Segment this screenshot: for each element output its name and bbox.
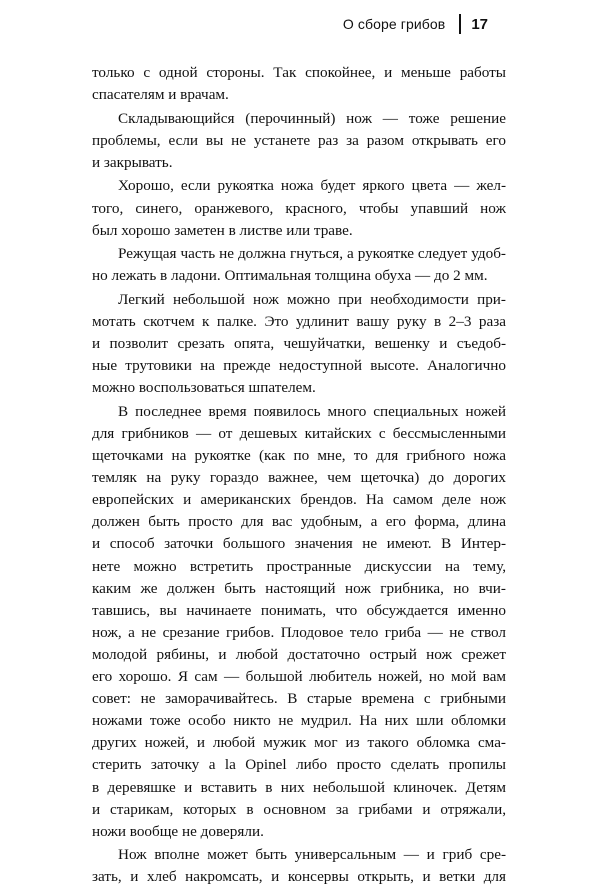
text-line: зать, и хлеб накромсать, и консервы открыть, и ветки для — [92, 868, 506, 886]
text-line: и закрывать. — [92, 153, 173, 171]
text-line: Хорошо, если рукоятка ножа будет яркого цвета — жел- — [118, 177, 506, 195]
text-line: нож, а не срезание грибов. Плодовое тело гриба — не ствол — [92, 623, 506, 641]
text-line: того, синего, оранжевого, красного, чтобы упавший нож — [92, 199, 506, 217]
text-line: его хорошо. Я сам — большой любитель ножей, но мой вам — [92, 668, 506, 686]
page-number: 17 — [471, 15, 488, 33]
text-line: в деревяшке и вставить в них небольшой клиночек. Детям — [92, 778, 506, 796]
text-line: В последнее время появилось много специальных ножей — [118, 402, 506, 420]
text-line: Нож вполне может быть универсальным — и гриб сре- — [118, 846, 506, 864]
running-header — [343, 14, 488, 34]
text-line: и способ заточки большого значения не имеют. В Интер- — [92, 535, 506, 553]
text-line: и старикам, которых в основном за грибами и отряжали, — [92, 800, 506, 818]
text-line: можно воспользоваться шпателем. — [92, 379, 316, 397]
text-line: ножи вообще не доверяли. — [92, 822, 264, 840]
text-line: спасателям и врачам. — [92, 86, 229, 104]
text-line: мотать скотчем к палке. Это удлинит вашу руку в 2–3 раза — [92, 313, 506, 331]
text-line: был хорошо заметен в листве или траве. — [92, 221, 353, 239]
text-line: Режущая часть не должна гнуться, а рукоятке следует удоб- — [118, 245, 506, 263]
text-line: нете можно встретить пространные дискуссии на тему, — [92, 557, 506, 575]
paragraph — [92, 243, 506, 287]
text-line: должен быть просто для вас удобным, а его форма, длина — [92, 513, 506, 531]
chapter-title: О сборе грибов — [342, 16, 446, 32]
paragraph — [92, 289, 506, 399]
text-line: ножами тоже особо никто не мудрил. На них шли обломки — [92, 712, 506, 730]
text-line: проблемы, если вы не устанете раз за разом открывать его — [92, 131, 506, 149]
paragraph — [92, 62, 506, 106]
body-text — [92, 62, 506, 890]
paragraph — [92, 401, 506, 843]
text-line: ные трутовики на прежде недоступной высоте. Аналогично — [92, 357, 506, 375]
text-line: каким же должен быть настоящий нож грибника, но вчи- — [92, 579, 506, 597]
paragraph — [92, 175, 506, 241]
text-line: щеточками на рукоятке (как по мне, то для грибного ножа — [92, 447, 506, 465]
paragraph — [92, 108, 506, 174]
header-divider — [459, 14, 461, 34]
text-line: только с одной стороны. Так спокойнее, и меньше работы — [92, 64, 506, 81]
text-line: но лежать в ладони. Оптимальная толщина обуха — до 2 мм. — [92, 267, 488, 285]
text-line: для грибников — от дешевых китайских с бессмысленными — [92, 425, 506, 442]
text-line: европейских и американских брендов. На самом деле нож — [92, 491, 506, 509]
text-line: тавшись, вы начинаете понимать, что обсуждается именно — [92, 601, 506, 619]
text-line: Складывающийся (перочинный) нож — тоже решение — [118, 109, 506, 127]
text-line: и позволит срезать опята, чешуйчатки, вешенку и съедоб- — [92, 335, 506, 353]
text-line: других ножей, и любой мужик мог из такого обломка сма- — [92, 734, 506, 752]
text-line: темляк на руку гораздо важнее, чем щеточка) до дорогих — [92, 469, 506, 487]
text-line: совет: не заморачивайтесь. В старые времена с грибными — [92, 690, 506, 708]
text-line: Легкий небольшой нож можно при необходимости при- — [118, 290, 506, 308]
paragraph — [92, 844, 506, 888]
text-line: стерить заточку а la Opinel либо просто сделать пропилы — [92, 756, 506, 774]
text-line: молодой рябины, и любой достаточно острый нож срежет — [92, 645, 506, 663]
